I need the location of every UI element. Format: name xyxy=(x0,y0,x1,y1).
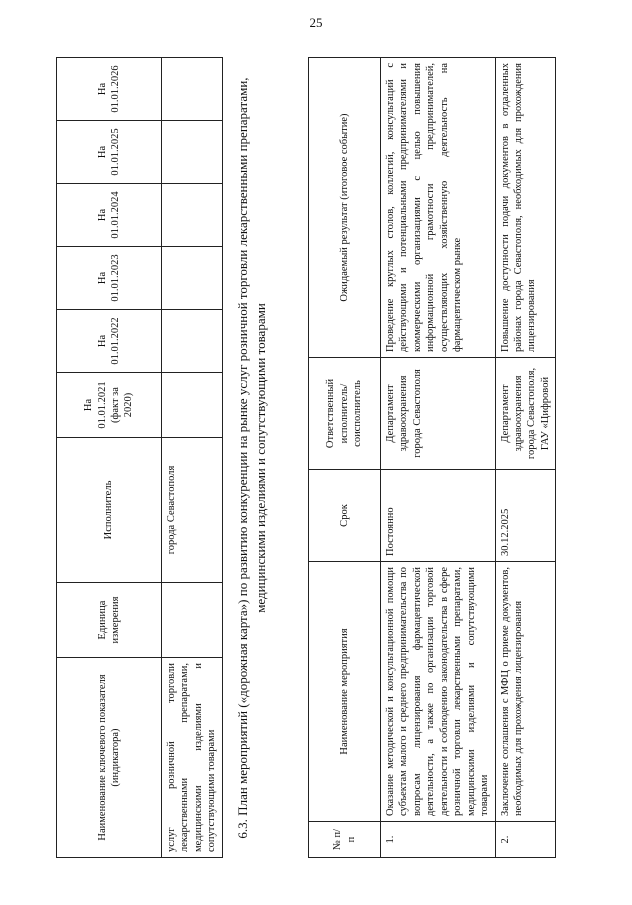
section-title: 6.3. План мероприятий («дорожная карта») по развитию конкуренции на рынке услуг розничной торговли лекарственными препаратами, медицинскими изделиями и сопутствующими товарами xyxy=(235,77,268,839)
page-number: 25 xyxy=(309,15,323,30)
row-result: Проведение круглых столов, коллегий, консультаций с действующими и потенциальными предпринимателями и коммерческими организациями с целью повышения информационной грамотности предпринимателей, осуществляющих хозяйственную деятельность на фармацевтическом рынке xyxy=(381,58,496,358)
header-number: № п/п xyxy=(309,822,381,858)
indicator-2023-cell xyxy=(162,247,223,310)
indicator-header-row xyxy=(57,58,162,858)
indicator-data-row xyxy=(162,58,223,858)
row-responsible: Департамент здравоохранения города Севастополя, ГАУ «Цифровой xyxy=(495,358,556,470)
row-number: 2. xyxy=(495,822,556,858)
table-row xyxy=(495,58,556,858)
header-responsible: Ответственный исполнитель/ соисполнитель xyxy=(309,358,381,470)
row-event-name: Заключение соглашения с МФЦ о приеме документов, необходимых для прохождения лицензирования xyxy=(495,562,556,822)
indicator-name-cell: услуг розничной торговли лекарственными препаратами, медицинскими изделиями и сопутствующими товарами xyxy=(162,658,223,858)
header-year-2024: На 01.01.2024 xyxy=(57,184,162,247)
header-year-2021: На 01.01.2021 (факт за 2020) xyxy=(57,373,162,438)
rotated-page-content xyxy=(56,58,621,858)
header-year-2026: На 01.01.2026 xyxy=(57,58,162,121)
indicator-table xyxy=(56,57,223,858)
table-row xyxy=(381,58,496,858)
header-unit: Единица измерения xyxy=(57,583,162,658)
indicator-2021-cell xyxy=(162,373,223,438)
indicator-2022-cell xyxy=(162,310,223,373)
header-result: Ожидаемый результат (итоговое событие) xyxy=(309,58,381,358)
header-indicator-name: Наименование ключевого показателя (индикатора) xyxy=(57,658,162,858)
row-term: Постоянно xyxy=(381,470,496,562)
header-executor: Исполнитель xyxy=(57,438,162,583)
row-event-name: Оказание методической и консультационной помощи субъектам малого и среднего предпринимательства по вопросам лицензирования фармацевтической деятельности, а также по организации торговой деятельности и соблюдению законодательства в сфере розничной торговли лекарственными препаратами, медицинскими изделиями и сопутствующими товарами xyxy=(381,562,496,822)
indicator-2025-cell xyxy=(162,121,223,184)
indicator-unit-cell xyxy=(162,583,223,658)
row-responsible: Департамент здравоохранения города Севастополя xyxy=(381,358,496,470)
header-year-2023: На 01.01.2023 xyxy=(57,247,162,310)
indicator-2026-cell xyxy=(162,58,223,121)
indicator-executor-cell: города Севастополя xyxy=(162,438,223,583)
indicator-2024-cell xyxy=(162,184,223,247)
row-result: Повышение доступности подачи документов в отдаленных районах города Севастополя, необходимых для прохождения лицензирования xyxy=(495,58,556,358)
header-year-2025: На 01.01.2025 xyxy=(57,121,162,184)
row-number: 1. xyxy=(381,822,496,858)
plan-header-row xyxy=(309,58,381,858)
header-term: Срок xyxy=(309,470,381,562)
plan-table xyxy=(308,57,556,858)
row-term: 30.12.2025 xyxy=(495,470,556,562)
header-event-name: Наименование мероприятия xyxy=(309,562,381,822)
header-year-2022: На 01.01.2022 xyxy=(57,310,162,373)
